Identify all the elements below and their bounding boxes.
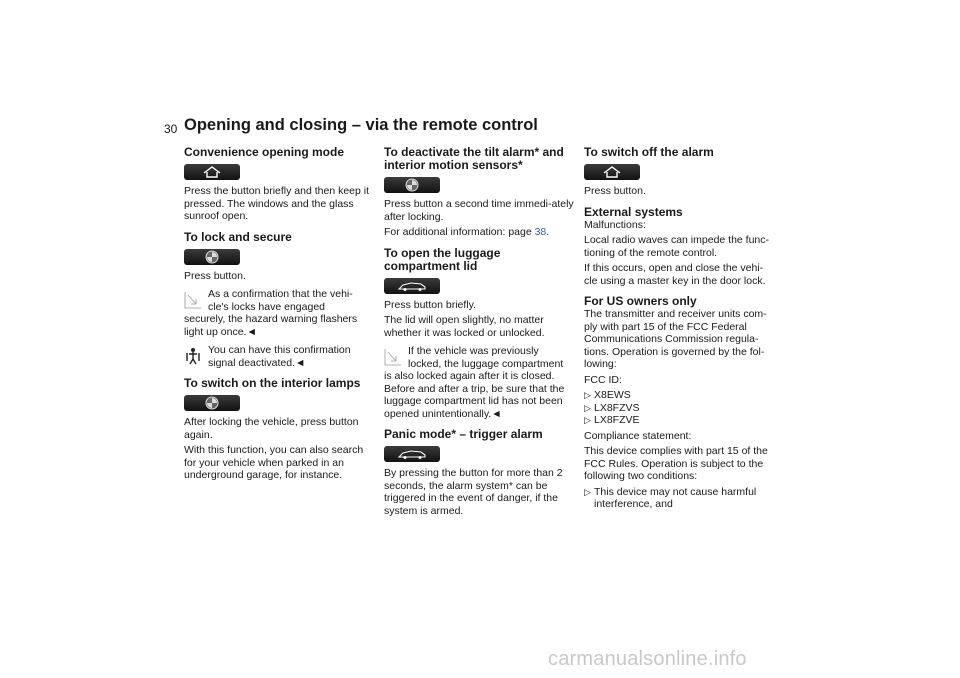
tilt-alarm-text: Press button a second time immedi-ately after locking. <box>384 198 574 223</box>
bullet-triangle-icon: ▷ <box>584 390 591 400</box>
note-confirmation-rest: securely, the hazard warning flashers light up once.◄ <box>184 313 358 338</box>
external-malfunctions: Malfunctions: <box>584 218 646 231</box>
note-arrow-icon <box>384 348 402 366</box>
note-luggage <box>384 345 576 420</box>
external-text-1: Local radio waves can impede the func-tioning of the remote control. <box>584 234 770 259</box>
bmw-logo-icon <box>205 250 219 264</box>
interior-lamps-text-1: After locking the vehicle, press button again. <box>184 416 359 441</box>
remote-trunk-button-icon-2 <box>384 446 440 462</box>
interior-lamps-text-2: With this function, you can also search for your vehicle when parked in an underground garage, for instance. <box>184 444 364 481</box>
page-number: 30 <box>164 122 178 136</box>
condition-text: This device may not cause harmful interference, and <box>594 485 757 510</box>
fcc-id-list <box>584 389 776 427</box>
lock-text: Press button. <box>184 269 246 282</box>
list-item <box>584 414 776 427</box>
car-trunk-icon <box>397 448 427 460</box>
heading-us-owners: For US owners only <box>584 294 697 308</box>
remote-lock-button-icon-3 <box>384 177 440 193</box>
fcc-id-label: FCC ID: <box>584 373 622 386</box>
bmw-logo-icon <box>405 178 419 192</box>
fcc-id-value: LX8FZVS <box>594 401 640 414</box>
house-icon <box>602 166 622 178</box>
bmw-logo-icon <box>205 396 219 410</box>
list-item <box>584 389 776 402</box>
luggage-text-2: The lid will open slightly, no matter whether it was locked or unlocked. <box>384 314 545 339</box>
remote-unlock-button-icon-2 <box>584 164 640 180</box>
note-luggage-line2: locked, the luggage compartment <box>408 357 564 370</box>
note-luggage-line1: If the vehicle was previously <box>408 345 539 357</box>
external-text-2: If this occurs, open and close the vehi-cle using a master key in the door lock. <box>584 262 766 287</box>
heading-panic-mode: Panic mode* – trigger alarm <box>384 427 543 441</box>
heading-external-systems: External systems <box>584 204 683 219</box>
heading-interior-lamps: To switch on the interior lamps <box>184 376 361 390</box>
us-owners-text: The transmitter and receiver units com-ply with part 15 of the FCC Federal Communications Commission regula-tions. Operation is governed by the fol-lowing: <box>584 308 767 370</box>
additional-info <box>384 226 576 239</box>
workshop-person-icon <box>184 347 202 365</box>
note-arrow-icon <box>184 291 202 309</box>
panic-mode-text: By pressing the button for more than 2 seconds, the alarm system* can be triggered in the event of danger, if the system is armed. <box>384 467 563 517</box>
additional-info-prefix: For additional information: page <box>384 226 535 238</box>
watermark: carmanualsonline.info <box>548 648 747 670</box>
column-1 <box>184 146 376 485</box>
bullet-triangle-icon: ▷ <box>584 402 591 413</box>
compliance-label: Compliance statement: <box>584 429 692 442</box>
note-deactivate <box>184 344 376 369</box>
note-confirmation-line2: cle's locks have engaged <box>208 300 325 313</box>
heading-convenience-opening: Convenience opening mode <box>184 145 345 159</box>
note-luggage-rest: is also locked again after it is closed. Before and after a trip, be sure that the luggage compartment lid has not been opened unintentionally.◄ <box>384 370 565 420</box>
heading-tilt-alarm: To deactivate the tilt alarm* and interior motion sensors* <box>384 145 564 172</box>
compliance-text: This device complies with part 15 of the FCC Rules. Operation is subject to the following two conditions: <box>584 445 768 482</box>
heading-lock-secure: To lock and secure <box>184 229 292 244</box>
remote-lock-button-icon <box>184 249 240 265</box>
list-item <box>584 402 776 415</box>
column-3 <box>584 146 776 514</box>
remote-trunk-button-icon <box>384 278 440 294</box>
note-deactivate-line2: signal deactivated.◄ <box>208 356 306 369</box>
conditions-list <box>584 486 776 511</box>
note-confirmation-line1: As a confirmation that the vehi- <box>208 288 353 300</box>
note-confirmation <box>184 288 376 338</box>
heading-switch-off-alarm: To switch off the alarm <box>584 145 714 159</box>
remote-lock-button-icon-2 <box>184 395 240 411</box>
luggage-text-1: Press button briefly. <box>384 298 477 311</box>
fcc-id-value: LX8FZVE <box>594 414 640 426</box>
page-38-link[interactable]: 38 <box>534 226 547 238</box>
fcc-id-value: X8EWS <box>594 389 631 401</box>
additional-info-suffix: . <box>546 226 550 238</box>
list-item <box>584 486 776 511</box>
bullet-triangle-icon: ▷ <box>584 415 591 425</box>
heading-luggage-lid: To open the luggage compartment lid <box>384 245 501 273</box>
page-title: Opening and closing – via the remote control <box>184 116 538 134</box>
house-icon <box>202 166 222 178</box>
note-deactivate-line1: You can have this confirmation <box>208 344 351 356</box>
car-trunk-icon <box>397 280 427 292</box>
remote-unlock-button-icon <box>184 164 240 180</box>
switch-off-text: Press button. <box>584 185 646 197</box>
convenience-text: Press the button briefly and then keep it pressed. The windows and the glass sunroof open. <box>184 185 370 222</box>
column-2 <box>384 146 576 520</box>
bullet-triangle-icon: ▷ <box>584 486 591 497</box>
